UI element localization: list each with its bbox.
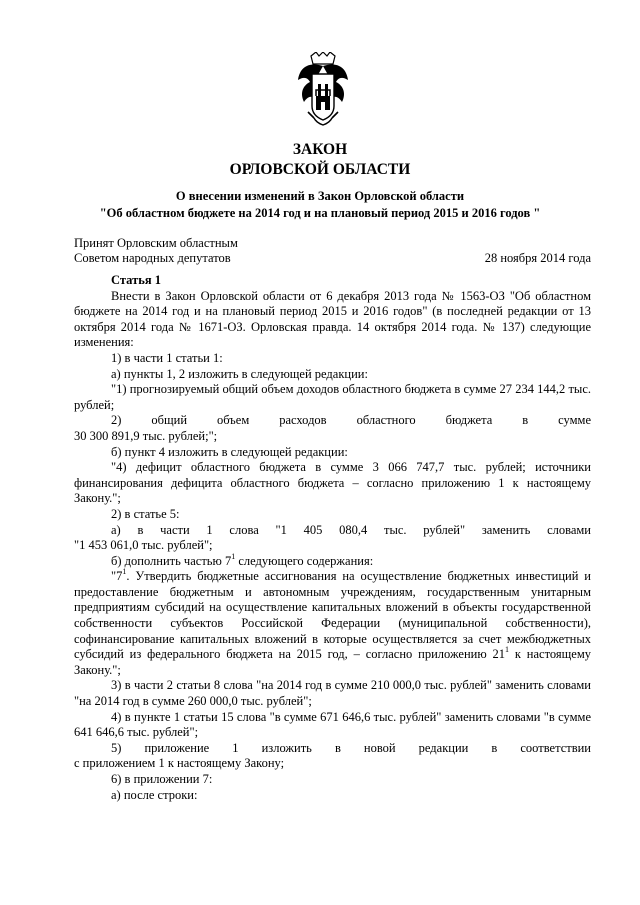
document-subtitle-quote: "Об областном бюджете на 2014 год и на плановый период 2015 и 2016 годов " [99, 206, 541, 220]
article-body [74, 273, 591, 803]
article-intro: Внести в Закон Орловской области от 6 декабря 2013 года № 1563-ОЗ "Об областном бюджете на 2014 год и на плановый период 2015 и 2016 годов" (в последней редакции от 13 октября 2014 года № 1671-ОЗ. Орловская правда. 14 октября 2014 года. № 137) следующие изменения: [74, 288, 591, 350]
superscript: 1 [505, 645, 510, 655]
text-span: "7 [111, 569, 123, 584]
paragraph: 2) в статье 5: [111, 506, 180, 521]
paragraph: 2) общий объем расходов областного бюджета в сумме [111, 413, 591, 428]
paragraph: 3) в части 2 статьи 8 слова "на 2014 год в сумме 210 000,0 тыс. рублей" заменить словами "на 2014 год в сумме 260 000,0 тыс. рублей"; [74, 678, 591, 709]
paragraph: а) пункты 1, 2 изложить в следующей редакции: [111, 366, 368, 381]
superscript: 1 [122, 567, 127, 577]
superscript: 1 [231, 551, 236, 561]
text-span: . Утвердить бюджетные ассигнования на осуществление бюджетных инвестиций и предоставление бюджетным и автономным учреждениям, государственным унитарным предприятиям субсидий на осуществление капитальных вложений в объекты государственной собственности субъектов Российской Федерации (муниципальной собственности), софинансирование капитальных вложений в которые осуществляется за счет межбюджетных субсидий из федерального бюджета на 2015 год, – согласно приложению 21 [74, 569, 591, 662]
adoption-line-1: Принят Орловским областным [74, 236, 238, 250]
paragraph: а) в части 1 слова "1 405 080,4 тыс. рублей" заменить словами [111, 522, 591, 537]
paragraph: 30 300 891,9 тыс. рублей;"; [74, 428, 218, 443]
paragraph: 5) приложение 1 изложить в новой редакции в соответствии [111, 740, 591, 755]
text-span: б) дополнить частью 7 [111, 553, 232, 568]
paragraph: с приложением 1 к настоящему Закону; [74, 756, 285, 771]
paragraph: б) пункт 4 изложить в следующей редакции: [111, 444, 348, 459]
text-span: к настоящему Закону."; [74, 647, 591, 677]
adoption-date: 28 ноября 2014 года [484, 251, 591, 265]
paragraph [74, 569, 591, 678]
paragraph: 1) в части 1 статьи 1: [111, 350, 223, 365]
paragraph: 4) в пункте 1 статьи 15 слова "в сумме 671 646,6 тыс. рублей" заменить словами "в сумме 641 646,6 тыс. рублей"; [74, 709, 591, 740]
paragraph: а) после строки: [111, 787, 198, 802]
document-subtitle: О внесении изменений в Закон Орловской области [175, 189, 465, 203]
paragraph: "1 453 061,0 тыс. рублей"; [74, 538, 213, 553]
adoption-line-2: Советом народных депутатов [74, 251, 231, 265]
paragraph [74, 551, 591, 570]
document-title-region: ОРЛОВСКОЙ ОБЛАСТИ [229, 161, 411, 178]
paragraph: 6) в приложении 7: [111, 772, 213, 786]
article-heading: Статья 1 [111, 273, 161, 287]
document-title: ЗАКОН [292, 141, 348, 158]
coat-of-arms-emblem [296, 52, 350, 126]
text-span: следующего содержания: [235, 553, 374, 568]
paragraph: "4) дефицит областного бюджета в сумме 3 066 747,7 тыс. рублей; источники финансирования дефицита областного бюджета – согласно приложению 1 к настоящему Закону."; [74, 460, 591, 506]
paragraph: "1) прогнозируемый общий объем доходов областного бюджета в сумме 27 234 144,2 тыс. рублей; [74, 382, 591, 412]
